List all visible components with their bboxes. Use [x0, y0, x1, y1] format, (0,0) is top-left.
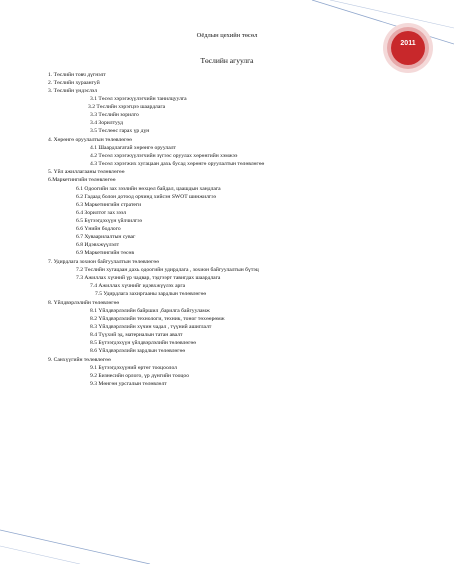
- footer-decoration: [0, 520, 454, 564]
- toc-item: 8.5 Бүтээгдэхүүн үйлдвэрлэлийн төлөвлөгөө: [90, 340, 197, 346]
- toc-item: 4. Хөрөнгө оруулалтын төлөвлөгөө: [48, 137, 132, 143]
- year-badge-circle: [382, 22, 434, 74]
- toc-item: 7. Удирдлага зохион байгуулалтын төлөвлөгөө: [48, 259, 159, 265]
- toc-item: 6.3 Маркетингийн стратеги: [76, 202, 142, 208]
- toc-item: 3.4 Зорилтууд: [90, 120, 124, 126]
- toc-item: 6.Маркетингийн төлөвлөгөө: [48, 177, 116, 183]
- toc-item: 2. Төслийн хураангуй: [48, 80, 100, 86]
- toc-item: 7.5 Удирдлага захиргааны зардлын төлөвлөгөө: [95, 291, 207, 297]
- toc-item: 8.6 Үйлдвэрлэлийн зардлын төлөвлөгөө: [90, 348, 186, 354]
- toc-item: 8.4 Түүхий эд, материалын татан авалт: [90, 332, 183, 338]
- toc-item: 3.5 Төслөөс гарах үр дүн: [90, 128, 150, 134]
- toc-item: 4.1 Шаардлагатай хөрөнгө оруулалт: [90, 145, 176, 151]
- toc-item: 6.5 Бүтээгдэхүүн үйлчилгээ: [76, 218, 143, 224]
- toc-item: 9.2 Бизнесийн орлого, үр дүнгийн тооцоо: [90, 373, 189, 379]
- toc-item: 6.8 Идэвхжүүлэлт: [76, 242, 120, 248]
- toc-item: 8.1 Үйлдвэрлэлийн байршил ,барилга байгууламж: [90, 308, 210, 314]
- toc-item: 6.1 Одоогийн зах зээлийн нөхцөл байдал, цаашдын хандлага: [76, 186, 221, 192]
- toc-item: 8.2 Үйлдвэрлэлийн технологи, техник, тоног төхөөрөмж: [90, 316, 225, 322]
- toc-item: 8.3 Үйлдвэрлэлийн хүчин чадал , түүний ашиглалт: [90, 324, 212, 330]
- toc-item: 7.3 Ажиллах хүчний үр чадвар, тэдгээрт тавигдах шаардлага: [76, 275, 221, 281]
- toc-item: 4.2 Төсөл хэрэгжүүлэгчийн зүгээс оруулах хөрөнгийн хэмжээ: [90, 153, 238, 159]
- toc-item: 9.3 Мөнгөн урсгалын төлөвлөлт: [90, 381, 167, 387]
- toc-item: 3. Төслийн үндэслэл: [48, 88, 98, 94]
- toc-item: 7.2 Төслийн хугацаан дахь одоогийн удирдлага , зохион байгуулалтын бүтэц: [76, 267, 259, 273]
- toc-item: 8. Үйлдвэрлэлийн төлөвлөгөө: [48, 300, 120, 306]
- toc-item: 6.6 Үнийн бодлого: [76, 226, 121, 232]
- toc-item: 3.3 Төслийн зорилго: [90, 112, 139, 118]
- toc-item: 9.1 Бүтээгдэхүүний өртөг тооцоолол: [90, 365, 177, 371]
- toc-item: 6.4 Зорилтот зах зээл: [76, 210, 127, 216]
- year-badge-text: 2011: [400, 40, 416, 47]
- toc-item: 4.3 Төсөл хэрэгжих хугацаан дахь бусад хөрөнгө оруулалтын төлөвлөгөө: [90, 161, 265, 167]
- toc-item: 6.7 Хуваарилалтын суваг: [76, 234, 136, 240]
- toc-item: 1. Төслийн товч дүгнэлт: [48, 72, 106, 78]
- toc-item: 9. Санхүүгийн төлөвлөгөө: [48, 357, 111, 363]
- toc-item: 6.9 Маркетингийн төсөв: [76, 250, 134, 256]
- page-title: Төслийн агуулга: [200, 56, 254, 65]
- toc-item: 3.1 Төсөл хэрэгжүүлэгчийн танилцуулга: [90, 96, 187, 102]
- toc-item: 7.4 Ажиллах хүчнийг идэвхжүүлэх арга: [90, 283, 186, 289]
- toc-item: 6.2 Гадаад болон дотоод орчинд хийсэн SWOT шинжилгээ: [76, 194, 217, 200]
- document-header: Оёдлын цехийн төсөл: [196, 32, 258, 39]
- toc-item: 3.2 Төслийн хэрэгцээ шаардлага: [88, 104, 166, 110]
- toc-item: 5. Үйл ажиллагааны төлөвлөгөө: [48, 169, 125, 175]
